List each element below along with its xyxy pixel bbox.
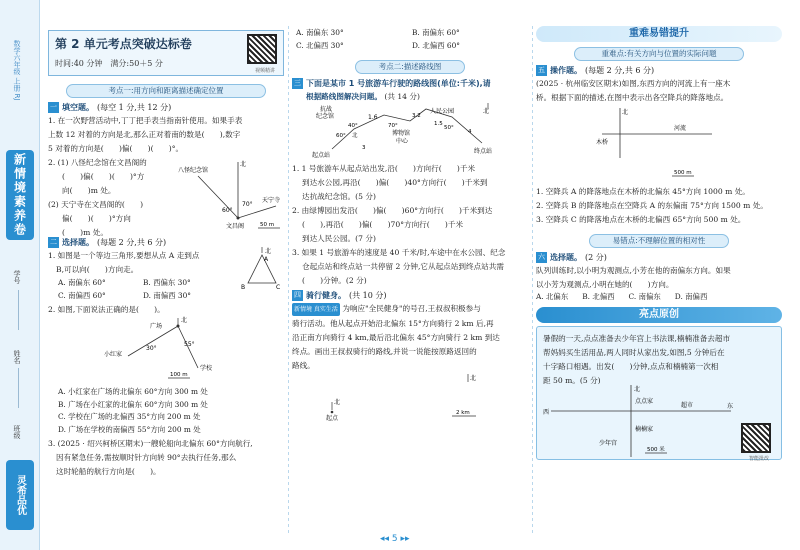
- key-point-4: 易错点:不理解位置的相对性: [589, 234, 729, 248]
- option[interactable]: B. 西偏东 30°: [143, 278, 191, 287]
- diagram-label: 北: [181, 317, 188, 324]
- diagram-label: 60°: [222, 207, 233, 214]
- diagram-label: 东: [727, 403, 734, 410]
- triangle-diagram: [240, 245, 284, 293]
- diagram-label: 30°: [146, 345, 157, 352]
- question-text: 以小芳为观测点,小明在她的( )方向。: [536, 280, 674, 289]
- diagram-label: 50 m: [260, 222, 275, 228]
- strip-brand: 新情境素养卷: [6, 150, 34, 240]
- key-point-3: 重难点:有关方向与位置的实际问题: [574, 47, 744, 61]
- column-divider: [532, 26, 533, 536]
- question-text: 2. 由绿博园出发沿( )偏( )60°方向行( )千米到达: [292, 206, 493, 215]
- question-text: 到达水公园,再沿( )偏( )40°方向行( )千米到: [302, 178, 488, 187]
- diagram-label: 70°: [242, 201, 253, 208]
- question-text: 3. 空降兵 C 的降落地点在木桥的北偏西 65°方向 500 m 处。: [536, 215, 746, 224]
- diagram-label: 八怪纪念馆: [178, 167, 209, 174]
- section-heading: 一 填空题。 (每空 1 分,共 12 分): [50, 103, 172, 112]
- question-text: 1. 在一次野营活动中,丁丁把手表当指南针使用。如果手表: [48, 116, 243, 125]
- diagram-label: 北: [470, 375, 477, 382]
- diagram-label: 天宁寺: [262, 197, 281, 204]
- qr-code[interactable]: [247, 34, 277, 64]
- diagram-label: 终点站: [474, 148, 493, 155]
- question-text: 5 对着的方向是( )偏( )( )°。: [48, 144, 184, 153]
- question-text: 暑假的一天,点点准备去少年宫上书法课,楠楠准备去超市: [543, 334, 731, 343]
- column-divider: [288, 26, 289, 536]
- diagram-label: 50°: [444, 125, 454, 131]
- qr-caption: 视频精讲: [254, 68, 275, 74]
- banner-difficult: 重难易错提升: [536, 26, 782, 42]
- option[interactable]: B. 广场在小红家的北偏东 60°方向 300 m 处: [58, 399, 208, 409]
- section-heading-cont: 根据路线图解决问题。 (共 14 分): [306, 92, 420, 101]
- question-text: 上数 12 对着的方向是北,那么正对着南的数是( ),数字: [48, 130, 241, 139]
- options: [48, 386, 284, 436]
- option[interactable]: A. 小红家在广场的北偏东 60°方向 300 m 处: [58, 387, 208, 396]
- diagram-label: 起点站: [312, 152, 331, 159]
- diagram-label: A: [264, 256, 269, 263]
- q2-block: [48, 156, 284, 237]
- strip-logo: 灵希品优: [6, 460, 34, 530]
- question-text: 新情境 真实生活 为响应"全民健身"的号召,王叔叔积极参与: [292, 302, 528, 316]
- question-text: 因有紧急任务,需按顺时针方向转 90°去执行任务,那么: [56, 453, 237, 462]
- field-line: [18, 290, 19, 330]
- question-text: 桥。根据下面的描述,在图中表示出各空降兵的降落地点。: [536, 93, 729, 102]
- question-text: 1. 如图是一个等边三角形,要想从点 A 走到点: [48, 251, 200, 260]
- question-text: 沿正南方向骑行 4 km,最后沿北偏东 45°方向骑行 2 km 到达: [292, 333, 500, 342]
- qr-code[interactable]: [741, 423, 771, 453]
- crossroad-map: [541, 383, 741, 459]
- option[interactable]: D. 北偏西 60°: [412, 41, 460, 50]
- diagram-label: 广场: [150, 323, 163, 330]
- key-point-1: 考点一:用方向和距离描述确定位置: [66, 84, 266, 98]
- question-text: B,可以向( )方向走。: [56, 265, 139, 274]
- options: [536, 291, 782, 303]
- diagram-label: 博物馆: [392, 130, 411, 137]
- diagram-label: 500 米: [647, 447, 665, 453]
- option[interactable]: C. 学校在广场的北偏西 35°方向 200 m 处: [58, 412, 201, 421]
- route-map: [292, 103, 528, 159]
- diagram-label: 北: [483, 108, 490, 115]
- banner-original: 亮点原创: [536, 307, 782, 323]
- diagram-label: 70°: [388, 123, 398, 129]
- question-text: 2. (1) 八怪纪念馆在文昌阁的: [48, 158, 147, 167]
- diagram-label: 点点家: [635, 398, 654, 405]
- question-text: 3. 如果 1 号旅游车的速度是 40 千米/时,车途中在水公园、纪念: [292, 248, 506, 257]
- field-line: [18, 368, 19, 408]
- section-heading: 六 选择题。 (2 分): [538, 253, 607, 262]
- option[interactable]: A. 南偏东 30°: [296, 28, 344, 37]
- diagram-label: 北: [634, 386, 641, 393]
- section-heading: 二 选择题。 (每题 2 分,共 6 分): [50, 238, 167, 247]
- question-text: 达抗战纪念馆。(5 分): [302, 192, 376, 201]
- diagram-label: 学校: [200, 365, 213, 372]
- diagram-label: 40°: [348, 123, 358, 129]
- section-heading: 五 操作题。 (每题 2 分,共 6 分): [538, 66, 655, 75]
- question-text: ( ),再沿( )偏( )70°方向行( )千米: [302, 220, 464, 229]
- question-text: ( )偏( )( )°方: [62, 172, 145, 181]
- question-text: 1. 1 号旅游车从起点站出发,沿( )方向行( )千米: [292, 164, 476, 173]
- diagram-label: 楠楠家: [635, 426, 654, 433]
- diagram-label: 100 m: [170, 372, 188, 378]
- question-text: 十字路口相遇。出发( )分钟,点点和楠楠第一次相: [543, 362, 719, 371]
- diagram-label: 北: [240, 161, 247, 168]
- question-text: 路线。: [292, 361, 315, 370]
- diagram-label: 文昌阁: [226, 223, 245, 230]
- diagram-label: 小红家: [104, 351, 123, 358]
- diagram-label: 3: [362, 145, 366, 151]
- diagram-label: 人民公园: [430, 108, 455, 115]
- diagram-label: 3.2: [412, 113, 421, 119]
- diagram-label: 河流: [674, 125, 687, 132]
- option[interactable]: A. 南偏东 60°: [58, 278, 106, 287]
- question-text: 1. 空降兵 A 的降落地点在木桥的北偏东 45°方向 1000 m 处。: [536, 187, 750, 196]
- context-tag: 新情境 真实生活: [292, 303, 340, 316]
- question-text: 2. 如图,下面说法正确的是( )。: [48, 305, 165, 314]
- question-text: (2025 · 杭州临安区期末)如图,东西方向的河流上有一座木: [536, 79, 731, 88]
- river-map[interactable]: [536, 104, 782, 182]
- diagram-wenchangge: [176, 156, 284, 234]
- question-text: 终点。画出王叔叔骑行的路线,并说一说能按原路返回的: [292, 347, 477, 356]
- diagram-label: 北: [622, 109, 629, 116]
- option[interactable]: D. 南偏西: [674, 292, 708, 301]
- question-text: 到达人民公园。(7 分): [302, 234, 376, 243]
- cycling-drawing-area[interactable]: [292, 372, 528, 422]
- binding-strip: [0, 0, 40, 550]
- diagram-label: C: [276, 284, 281, 291]
- option[interactable]: C. 南偏东: [628, 292, 661, 301]
- section-heading: 四 骑行健身。 (共 10 分): [294, 291, 387, 300]
- diagram-label: 北: [265, 248, 272, 255]
- original-problem-box: [536, 326, 782, 460]
- question-text: 骑行活动。他从起点开始沿北偏东 15°方向骑行 2 km 后,再: [292, 319, 494, 328]
- option[interactable]: C. 南偏西 60°: [58, 291, 106, 300]
- question-text: ( )m 处。: [62, 228, 108, 237]
- question-text: 仓起点站和终点站一共停留 2 分钟,它从起点站到终点站共需: [302, 262, 504, 271]
- diagram-label: 1.6: [368, 114, 378, 121]
- option[interactable]: B. 南偏东 60°: [412, 28, 460, 37]
- diagram-label: 60°: [336, 133, 346, 139]
- q3-block: [48, 249, 284, 302]
- diagram-label: 中心: [396, 138, 409, 145]
- question-text: 帮妈妈买生活用品,两人同时从家出发,如图,5 分钟后在: [543, 348, 725, 357]
- option[interactable]: A. 北偏东: [536, 292, 569, 301]
- question-text: (2) 天宁寺在文昌阁的( ): [48, 200, 144, 209]
- page-number: ◂◂ 5 ▸▸: [380, 534, 410, 544]
- diagram-label: 纪念馆: [316, 113, 335, 120]
- diagram-label: 500 m: [674, 170, 692, 176]
- time-score: 时间:40 分钟 满分:50＋5 分: [55, 59, 163, 68]
- question-text: 2. 空降兵 B 的降落地点在空降兵 A 的东偏南 75°方向 1500 m 处。: [536, 201, 768, 210]
- question-text: 向( )m 处。: [62, 186, 116, 195]
- question-text: 偏( )( )°方向: [62, 214, 131, 223]
- question-text: 距 50 m。(5 分): [543, 376, 601, 385]
- diagram-label: 超市: [681, 402, 694, 409]
- diagram-label: 北: [334, 399, 341, 406]
- field-name: 姓名: [13, 350, 21, 364]
- diagram-label: B: [241, 284, 246, 291]
- diagram-label: 4: [468, 129, 472, 135]
- question-text: 这时轮船的航行方向是( )。: [56, 467, 161, 476]
- diagram-label: 2 km: [456, 410, 470, 416]
- diagram-label: 55°: [184, 341, 195, 348]
- question-text: ( )分钟。(2 分): [302, 276, 367, 285]
- column-middle: [292, 26, 528, 424]
- diagram-label: 起点: [326, 415, 339, 422]
- qr-caption: 智能批改: [748, 456, 769, 462]
- question-text: 3. (2025 · 绍兴柯桥区期末)一艘轮船向北偏东 60°方向航行,: [48, 439, 253, 448]
- key-point-2: 考点二:描述路线图: [355, 60, 465, 74]
- diagram-label: 1.5: [434, 121, 443, 127]
- field-class: 班级: [13, 425, 21, 439]
- diagram-label: 西: [543, 409, 550, 416]
- diagram-label: 木桥: [596, 139, 609, 146]
- question-text: 队列训练时,以小明为观测点,小芳在他的南偏东方向。如果: [536, 266, 731, 275]
- options: [292, 26, 528, 52]
- title-box: [48, 30, 284, 76]
- option[interactable]: D. 广场在学校的南偏西 55°方向 200 m 处: [58, 424, 201, 434]
- options: [48, 276, 228, 302]
- diagram-square: [48, 316, 284, 384]
- page-title: 第 2 单元考点突破达标卷: [55, 37, 192, 51]
- column-right: [536, 26, 782, 460]
- strip-tagline: 数学六年级 上册 RJ: [13, 40, 21, 101]
- column-left: [48, 30, 284, 478]
- field-student-id: 学号: [13, 270, 21, 284]
- option[interactable]: D. 南偏西 30°: [143, 291, 191, 300]
- option[interactable]: C. 北偏西 30°: [296, 41, 344, 50]
- option[interactable]: B. 北偏西: [582, 292, 615, 301]
- section-heading: 三 下面是某市 1 号旅游车行驶的路线图(单位:千米),请: [294, 79, 491, 88]
- diagram-label: 少年宫: [599, 440, 618, 447]
- diagram-label: 抗战: [320, 106, 333, 113]
- diagram-label: 北: [352, 133, 358, 139]
